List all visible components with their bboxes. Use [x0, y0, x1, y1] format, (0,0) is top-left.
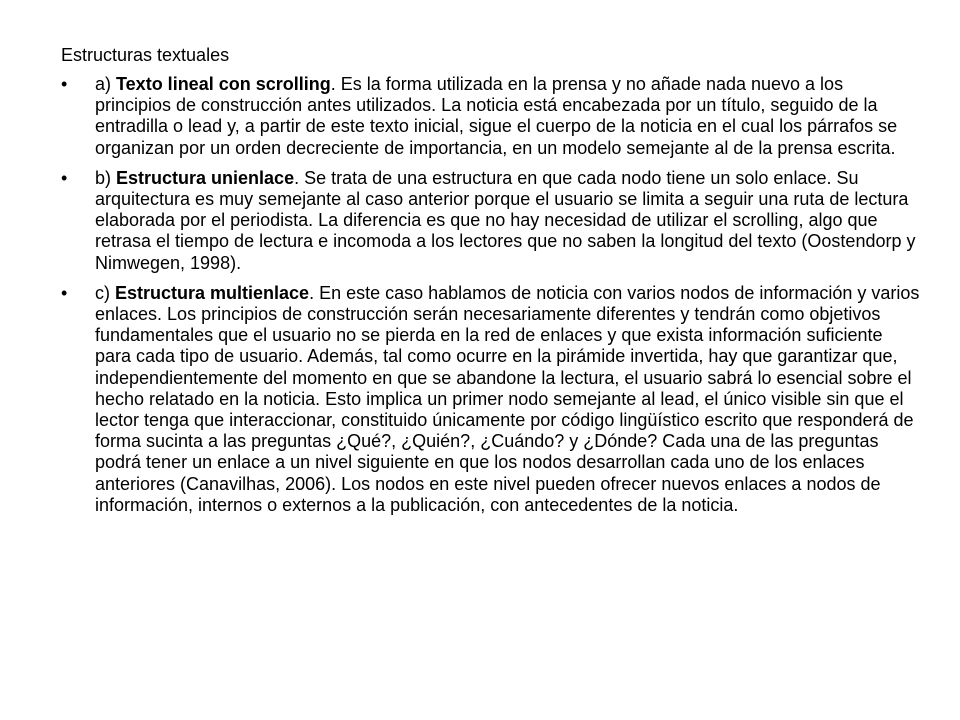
bullet-item-b [61, 168, 923, 274]
bullet-text: . Es la forma utilizada en la prensa y no añade nada nuevo a los principios de construcción antes utilizados. La noticia está encabezada por un título, seguido de la entradilla o lead y, a partir de este texto inicial, sigue el cuerpo de la noticia en el cual los párrafos se organizan por un orden decreciente de importancia, en un modelo semejante al de la prensa escrita. [95, 74, 898, 158]
slide-title: Estructuras textuales [61, 45, 230, 65]
bullet-text: . En este caso hablamos de noticia con varios nodos de información y varios enlaces. Los principios de construcción serán necesariamente diferentes y tendrán como objetivos fundamentales que el usuario no se pierda en la red de enlaces y que exista información suficiente para cada tipo de usuario. Además, tal como ocurre en la pirámide invertida, hay que garantizar que, independientemente del momento en que se abandone la lectura, el usuario sabrá lo esencial sobre el hecho relatado en la noticia. Esto implica un primer nodo semejante al lead, el único visible sin que el lector tenga que interaccionar, constituido únicamente por código lingüístico escrito que responderá de forma sucinta a las preguntas ¿Qué?, ¿Quién?, ¿Cuándo? y ¿Dónde? Cada una de las preguntas podrá tener un enlace a un nivel siguiente en que los nodos desarrollan cada uno de los enlaces anteriores (Canavilhas, 2006). Los nodos en este nivel pueden ofrecer nuevos enlaces a nodos de información, internos o externos a la publicación, con antecedentes de la noticia. [95, 282, 920, 515]
slide-content [61, 44, 923, 525]
bullet-prefix: a) [95, 74, 117, 94]
bullet-icon: • [61, 282, 68, 303]
bullet-term: Estructura unienlace [116, 167, 295, 188]
bullet-term: Texto lineal con scrolling [116, 74, 331, 94]
bullet-item-c [61, 283, 923, 516]
bullet-icon: • [61, 74, 68, 94]
bullet-text: . Se trata de una estructura en que cada nodo tiene un solo enlace. Su arquitectura es muy semejante al caso anterior porque el usuario se limita a seguir una ruta de lectura elaborada por el periodista. La diferencia es que no hay necesidad de utilizar el scrolling, algo que retrasa el tiempo de lectura e incomoda a los lectores que no saben la longitud del texto (Oostendorp y Nimwegen, 1998). [95, 167, 916, 273]
bullet-prefix: b) [95, 167, 117, 188]
bullet-term: Estructura multienlace [115, 282, 310, 303]
bullet-item-a [61, 74, 923, 159]
bullet-list [61, 74, 923, 516]
bullet-prefix: c) [95, 282, 115, 303]
bullet-icon: • [61, 167, 68, 188]
